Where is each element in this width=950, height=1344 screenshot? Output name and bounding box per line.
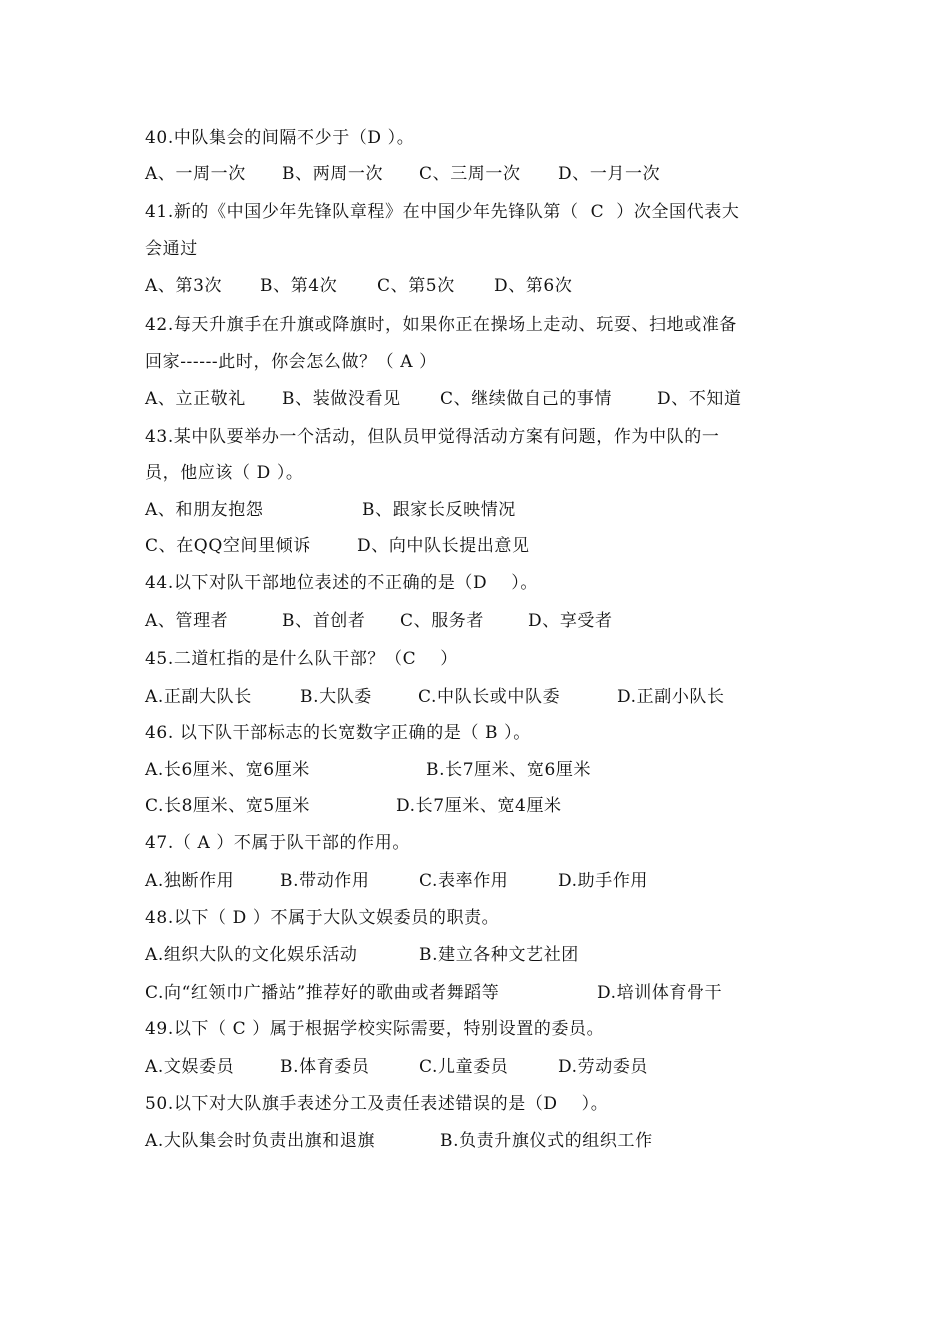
answer-option: A.长6厘米、宽6厘米 [145, 760, 310, 780]
question-stem-text: 46. 以下队干部标志的长宽数字正确的是（ B ）。 [145, 723, 531, 743]
question-stem-text: 41.新的《中国少年先锋队章程》在中国少年先锋队第（ C ）次全国代表大 [145, 202, 740, 222]
answer-option: A.大队集会时负责出旗和退旗 [145, 1131, 376, 1151]
question-stem-text: 48.以下（ D ）不属于大队文娱委员的职责。 [145, 908, 500, 928]
question-stem-text: 50.以下对大队旗手表述分工及责任表述错误的是（D ）。 [145, 1094, 609, 1114]
question-44-stem-line [145, 572, 538, 594]
answer-option: C.向“红领巾广播站”推荐好的歌曲或者舞蹈等 [145, 983, 500, 1003]
answer-option: D.正副小队长 [617, 687, 725, 707]
answer-option: A、管理者 [145, 611, 229, 631]
question-stem-text: 49.以下（ C ）属于根据学校实际需要，特别设置的委员。 [145, 1019, 605, 1039]
answer-option: D.培训体育骨干 [597, 983, 723, 1003]
question-stem-text: 42.每天升旗手在升旗或降旗时，如果你正在操场上走动、玩耍、扫地或准备 [145, 315, 738, 335]
question-42-stem-line [145, 351, 437, 373]
answer-option: C.儿童委员 [419, 1057, 509, 1077]
question-stem-text: 47.（ A ）不属于队干部的作用。 [145, 833, 410, 853]
question-stem-text: 40.中队集会的间隔不少于（D ）。 [145, 128, 415, 148]
answer-option: A、第3次 [145, 276, 223, 296]
answer-option: B、两周一次 [282, 164, 384, 184]
question-43-stem-line [145, 426, 719, 448]
question-stem-text: 回家------此时，你会怎么做？（ A ） [145, 352, 437, 372]
answer-option: B.长7厘米、宽6厘米 [426, 760, 592, 780]
question-48-stem-line [145, 907, 499, 929]
answer-option: D、享受者 [528, 611, 613, 631]
answer-option: A.组织大队的文化娱乐活动 [145, 945, 358, 965]
answer-option: B.带动作用 [280, 871, 370, 891]
answer-option: B.大队委 [300, 687, 372, 707]
answer-option: A、一周一次 [145, 164, 246, 184]
answer-option: A.独断作用 [145, 871, 235, 891]
question-stem-text: 43.某中队要举办一个活动，但队员甲觉得活动方案有问题，作为中队的一 [145, 427, 720, 447]
question-45-stem-line [145, 648, 458, 670]
answer-option: D、向中队长提出意见 [357, 536, 530, 556]
question-stem-text: 44.以下对队干部地位表述的不正确的是（D ）。 [145, 573, 538, 593]
answer-option: B、跟家长反映情况 [362, 500, 516, 520]
answer-option: B.负责升旗仪式的组织工作 [440, 1131, 653, 1151]
answer-option: B.体育委员 [280, 1057, 370, 1077]
question-41-stem-line [145, 238, 198, 260]
answer-option: B.建立各种文艺社团 [419, 945, 579, 965]
answer-option: A、立正敬礼 [145, 389, 246, 409]
question-stem-text: 会通过 [145, 239, 198, 259]
answer-option: C、继续做自己的事情 [440, 389, 613, 409]
answer-option: A、和朋友抱怨 [145, 500, 264, 520]
question-50-stem-line [145, 1093, 608, 1115]
answer-option: C.表率作用 [419, 871, 509, 891]
question-47-stem-line [145, 832, 410, 854]
answer-option: D.长7厘米、宽4厘米 [396, 796, 562, 816]
answer-option: D、一月一次 [558, 164, 661, 184]
answer-option: D.劳动委员 [558, 1057, 649, 1077]
answer-option: C.中队长或中队委 [418, 687, 561, 707]
answer-option: C、第5次 [377, 276, 455, 296]
answer-option: D.助手作用 [558, 871, 649, 891]
answer-option: D、第6次 [494, 276, 573, 296]
answer-option: D、不知道 [657, 389, 742, 409]
answer-option: C、在QQ空间里倾诉 [145, 536, 311, 556]
answer-option: C.长8厘米、宽5厘米 [145, 796, 311, 816]
answer-option: C、三周一次 [419, 164, 521, 184]
answer-option: C、服务者 [400, 611, 485, 631]
answer-option: B、第4次 [260, 276, 338, 296]
answer-option: B、首创者 [282, 611, 366, 631]
question-stem-text: 45.二道杠指的是什么队干部？（C ） [145, 649, 458, 669]
answer-option: B、装做没看见 [282, 389, 401, 409]
question-40-stem-line [145, 127, 414, 149]
question-42-stem-line [145, 314, 737, 336]
question-stem-text: 员，他应该（ D ）。 [145, 463, 304, 483]
answer-option: A.文娱委员 [145, 1057, 235, 1077]
answer-option: A.正副大队长 [145, 687, 252, 707]
question-43-stem-line [145, 462, 304, 484]
question-49-stem-line [145, 1018, 604, 1040]
question-41-stem-line [145, 201, 739, 223]
question-46-stem-line [145, 722, 531, 744]
